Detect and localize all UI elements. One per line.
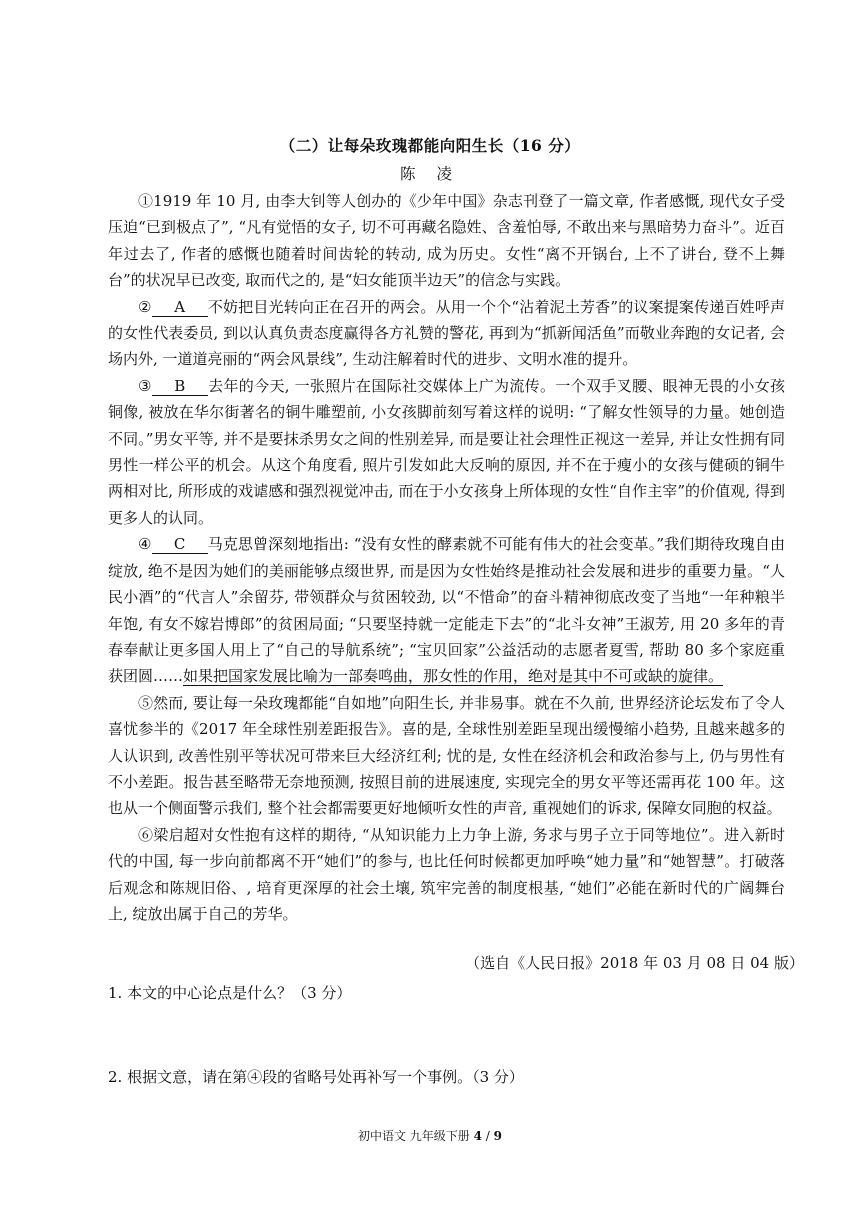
article-author: 陈 凌 <box>400 165 460 183</box>
article-source: （选自《人民日报》2018 年 03 月 08 日 04 版） <box>465 954 804 972</box>
paragraph-2 <box>108 294 785 373</box>
page-current: 4 <box>473 1129 482 1143</box>
paragraph-number: ③ <box>138 376 152 395</box>
page-total: 9 <box>493 1129 503 1143</box>
blank-b: B <box>152 377 208 396</box>
question-1: 1. 本文的中心论点是什么？（3 分） <box>108 984 352 1002</box>
paragraph-3 <box>108 373 785 531</box>
paragraph-4-text: 马克思曾深刻地指出: “没有女性的酵素就不可能有伟大的社会变革。”我们期待玫瑰自由绽放, 绝不是因为她们的美丽能够点缀世界, 而是因为女性始终是推动社会发展和进步的重要力量。“人民小酒”的“代言人”余留芬, 带领群众与贫困较劲, 以“不惜命”的奋斗精神彻底改变了当地“一年种粮半年饱, 有女不嫁岩博郎”的贫困局面; “只要坚持就一定能走下去”的“北斗女神”王淑芳, 用 20 多年的青春奉献让更多国人用上了“自己的导航系统”; “宝贝回家”公益活动的志愿者夏雪, 帮助 80 多个家庭重获团圆…… <box>108 535 785 686</box>
article-body <box>108 188 785 927</box>
question-2: 2. 根据文意，请在第④段的省略号处再补写一个事例。（3 分） <box>108 1068 524 1086</box>
paragraph-number: ④ <box>138 535 152 554</box>
paragraph-number: ② <box>138 297 152 316</box>
paragraph-6: ⑥梁启超对女性抱有这样的期待, “从知识能力上力争上游, 务求与男子立于同等地位”。进入新时代的中国, 每一步向前都离不开“她们”的参与, 也比任何时候都更加呼唤“她力量”和“她智慧”。打破落后观念和陈规旧俗、, 培育更深厚的社会土壤, 筑牢完善的制度根基, “她们”必能在新时代的广阔舞台上, 绽放出属于自己的芳华。 <box>108 825 785 923</box>
blank-c: C <box>152 535 208 554</box>
page-separator: / <box>481 1129 494 1143</box>
paragraph-5: ⑤然而, 要让每一朵玫瑰都能“自如地”向阳生长, 并非易事。就在不久前, 世界经济论坛发布了令人喜忧参半的《2017 年全球性别差距报告》。喜的是, 全球性别差距呈现出缓慢缩小趋势, 且越来越多的人认识到, 改善性别平等状况可带来巨大经济红利; 忧的是, 女性在经济机会和政治参与上, 仍与男性有不小差距。报告甚至略带无奈地预测, 按照目前的进展速度, 实现完全的男女平等还需再花 100 年。这也从一个侧面警示我们, 整个社会都需要更好地倾听女性的声音, 重视她们的诉求, 保障女同胞的权益。 <box>108 693 785 818</box>
paragraph-1: ①1919 年 10 月, 由李大钊等人创办的《少年中国》杂志刊登了一篇文章, 作者感慨, 现代女子受压迫“已到极点了”, “凡有觉悟的女子, 切不可再藏名隐姓、含羞怕辱, 不敢出来与黑暗势力奋斗”。近百年过去了, 作者的感慨也随着时间齿轮的转动, 成为历史。女性“离不开锅台, 上不了讲台, 登不上舞台”的状况早已改变, 取而代之的, 是“妇女能顶半边天”的信念与实践。 <box>108 192 785 290</box>
paragraph-4 <box>108 531 785 689</box>
footer-label: 初中语文 九年级下册 <box>357 1129 470 1143</box>
blank-a: A <box>152 298 208 317</box>
paragraph-2-text: 不妨把目光转向正在召开的两会。从用一个个“沾着泥土芳香”的议案提案传递百姓呼声的女性代表委员, 到以认真负责态度赢得各方礼赞的警花, 再到为“抓新闻活鱼”而敬业奔跑的女记者, 会场内外, 一道道亮丽的“两会风景线”, 生动注解着时代的进步、文明水准的提升。 <box>108 297 786 369</box>
paragraph-3-text: 去年的今天, 一张照片在国际社交媒体上广为流传。一个双手叉腰、眼神无畏的小女孩铜像, 被放在华尔街著名的铜牛雕塑前, 小女孩脚前刻写着这样的说明: “了解女性领导的力量。她创造不同。”男女平等, 并不是要抹杀男女之间的性别差异, 而是要让社会理性正视这一差异, 并让女性拥有同男性一样公平的机会。从这个角度看, 照片引发如此大反响的原因, 并不在于瘦小的女孩与健硕的铜牛两相对比, 所形成的戏谑感和强烈视觉冲击, 而在于小女孩身上所体现的女性“自作主宰”的价值观, 得到更多人的认同。 <box>108 376 785 527</box>
page-footer <box>0 1127 860 1144</box>
underlined-sentence: 如果把国家发展比喻为一部奏鸣曲，那女性的作用，绝对是其中不可或缺的旋律。 <box>183 667 724 686</box>
article-title: （二）让每朵玫瑰都能向阳生长（16 分） <box>279 136 581 155</box>
